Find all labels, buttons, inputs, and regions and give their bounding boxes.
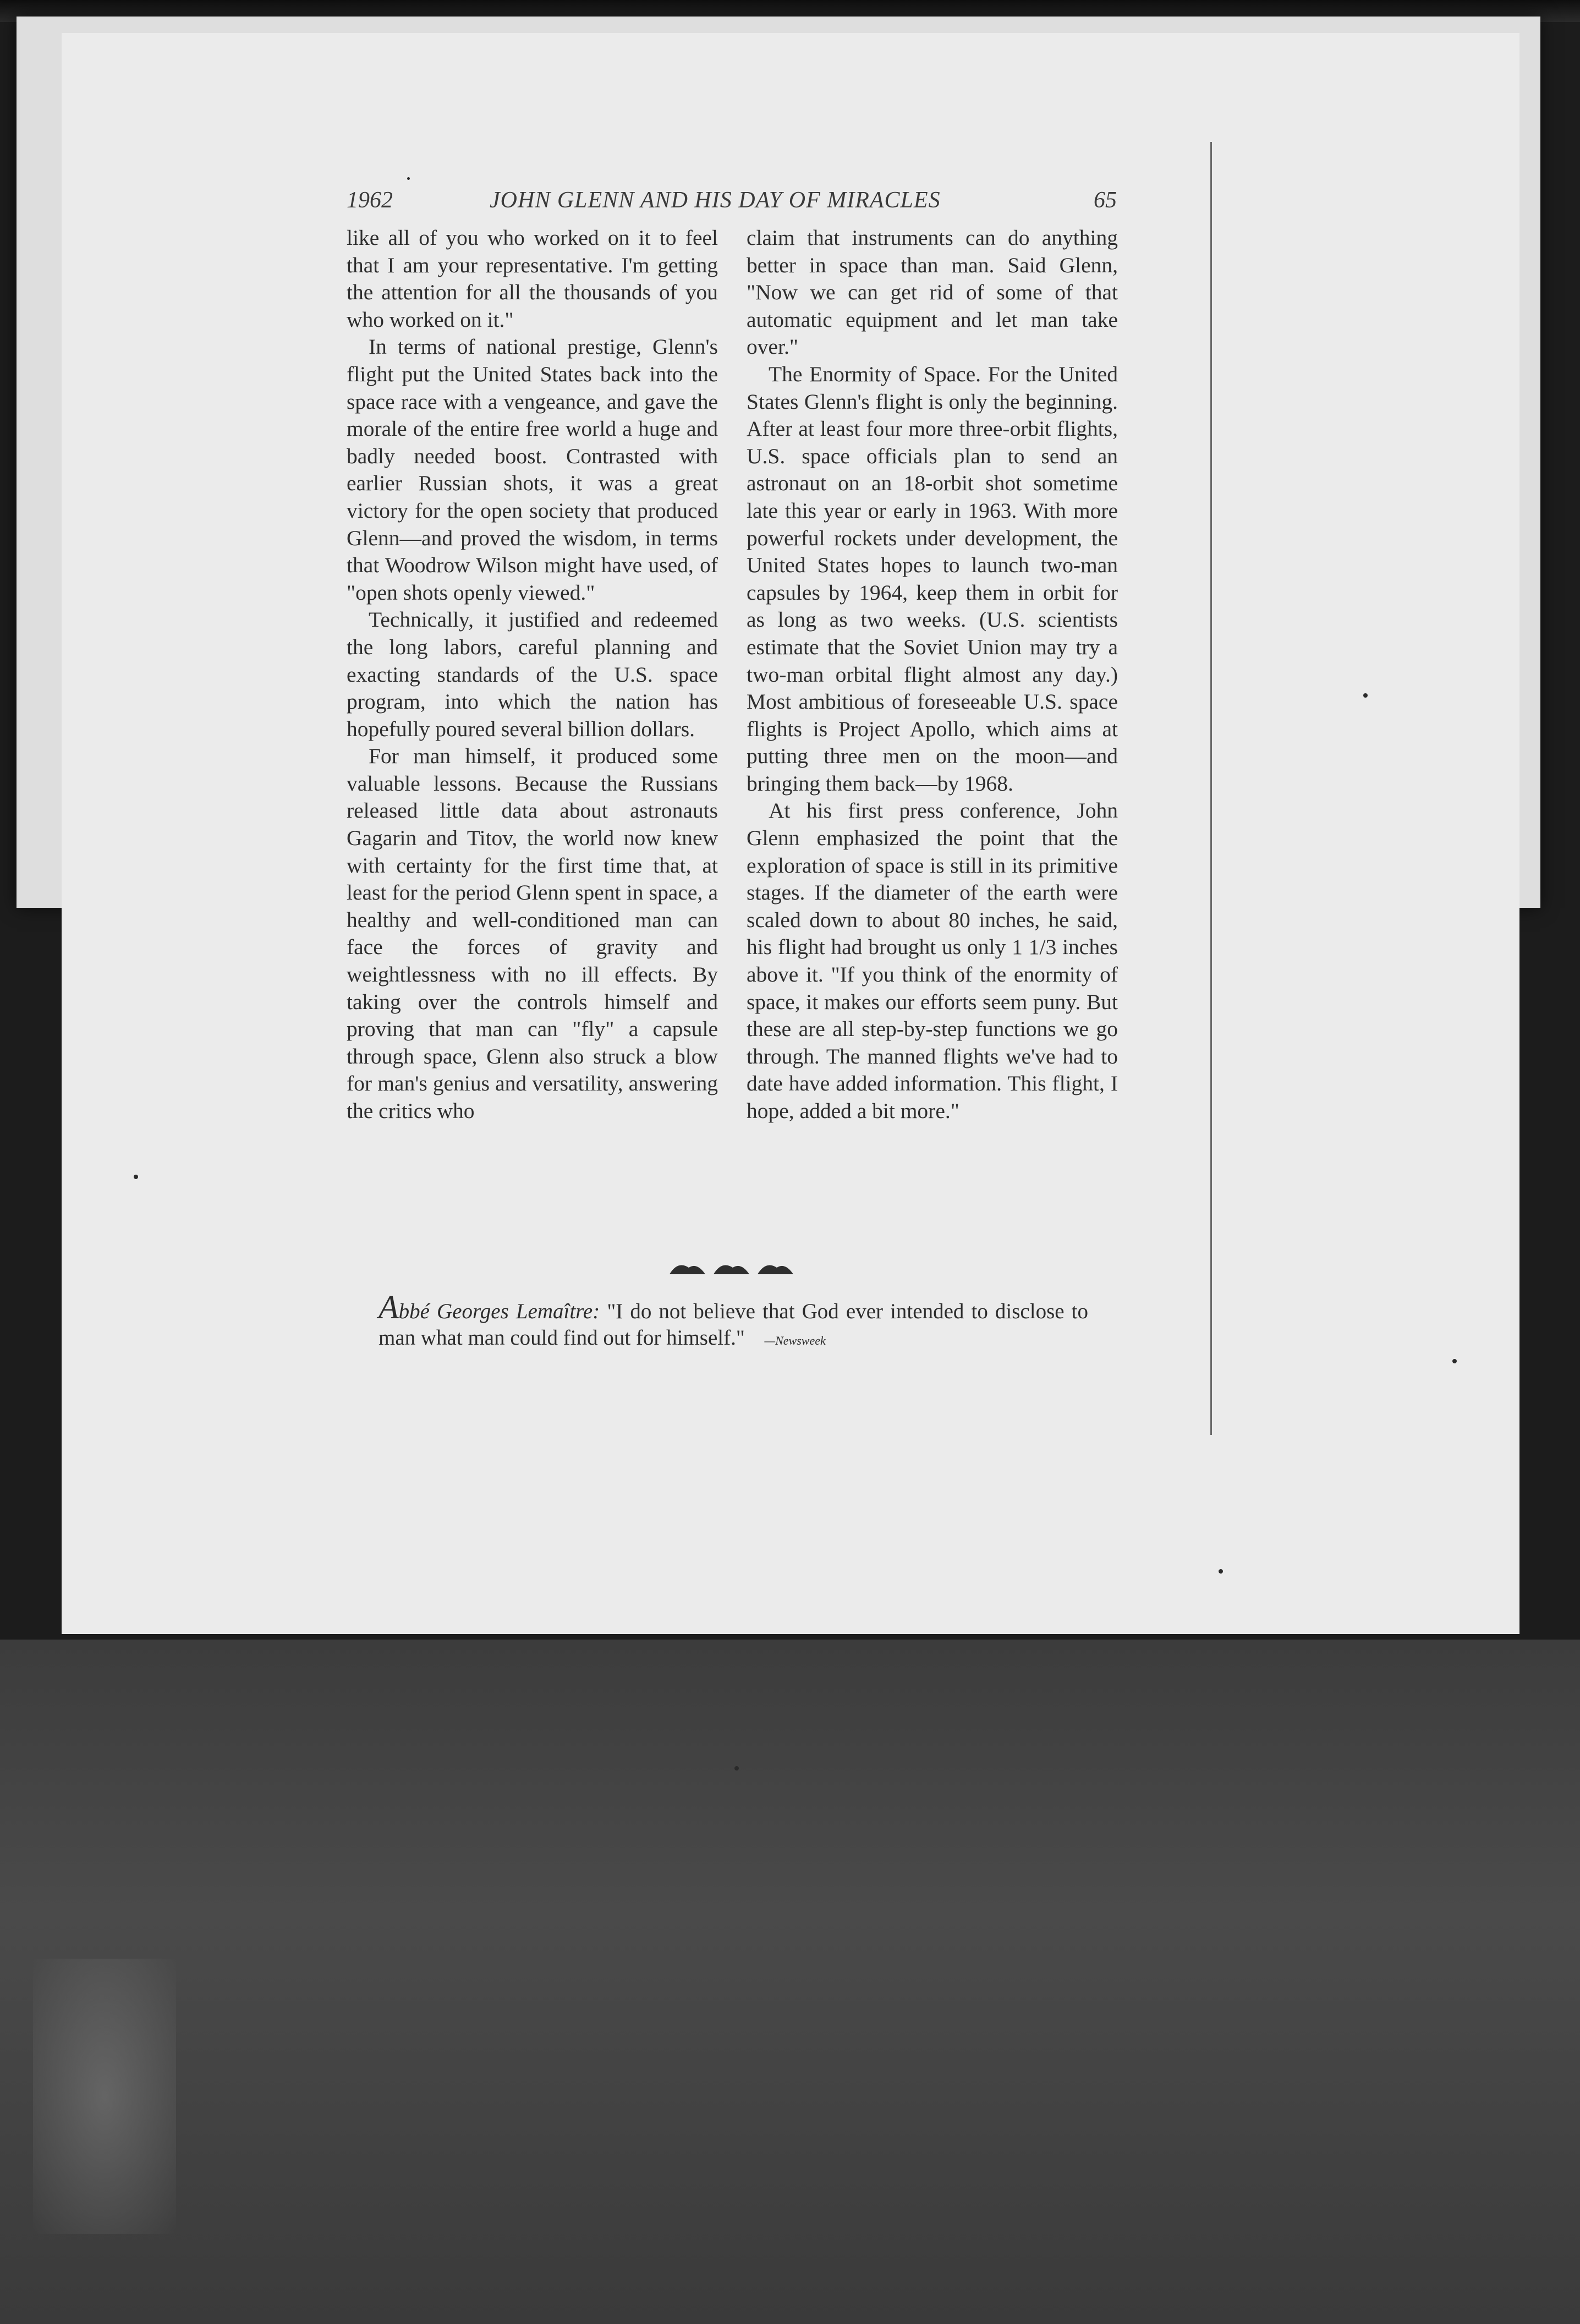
dust-speck <box>407 177 410 180</box>
quote-text: "I do not believe that God ever intended to disclose to man what man could find out for himself." <box>378 1300 1088 1350</box>
quote-block <box>378 1289 1088 1354</box>
page-edge-rule <box>1210 142 1212 1435</box>
film-backdrop <box>0 1640 1580 2324</box>
quote-initial: A <box>378 1289 399 1325</box>
quote-source: —Newsweek <box>764 1334 826 1347</box>
dust-speck <box>734 1766 739 1771</box>
page-number: 65 <box>1094 188 1117 213</box>
paragraph: claim that instruments can do anything better in space than man. Said Glenn, "Now we can get rid of some of that automatic equipment and let man take over." <box>747 226 1118 359</box>
right-column <box>747 224 1118 1125</box>
paragraph: Technically, it justified and redeemed the long labors, careful planning and exacting standards of the U.S. space program, into which the nation has hopefully poured several billion dollars. <box>347 607 718 741</box>
header-year: 1962 <box>347 188 393 213</box>
paragraph: In terms of national prestige, Glenn's flight put the United States back into the space race with a vengeance, and gave the morale of the entire free world a huge and badly needed boost. Contrasted with earlier Russian shots, it was a great victory for the open society that produced Glenn—and proved the wisdom, in terms that Woodrow Wilson might have used, of "open shots openly viewed." <box>347 335 718 605</box>
paragraph: For man himself, it produced some valuable lessons. Because the Russians released little data about astronauts Gagarin and Titov, the world now knew with certainty for the first time that, at least for the period Glenn spent in space, a healthy and well-conditioned man can face the forces of gravity and weightlessness with no ill effects. By taking over the controls himself and proving that man can "fly" a capsule through space, Glenn also struck a blow for man's genius and versatility, answering the critics who <box>347 744 718 1123</box>
dust-speck <box>1452 1359 1457 1363</box>
quote-speaker <box>378 1289 600 1325</box>
dust-speck <box>1363 693 1368 698</box>
header-title: JOHN GLENN AND HIS DAY OF MIRACLES <box>490 188 941 213</box>
paragraph: The Enormity of Space. For the United States Glenn's flight is only the beginning. After at least four more three-orbit flights, U.S. space officials plan to send an astronaut on an 18-orbit shot sometime late this year or early in 1963. With more powerful rockets under development, the United States hopes to launch two-man capsules by 1964, keep them in orbit for as long as two weeks. (U.S. scientists estimate that the Soviet Union may try a two-man orbital flight almost any day.) Most ambitious of foreseeable U.S. space flights is Project Apollo, which aims at putting three men on the moon—and bringing them back—by 1968. <box>747 361 1118 796</box>
paragraph: At his first press conference, John Glenn emphasized the point that the exploration of space is still in its primitive stages. If the diameter of the earth were scaled down to about 80 inches, he said, his flight had brought us only 1 1/3 inches above it. "If you think of the enormity of space, it makes our efforts seem puny. But these are all step-by-step functions we go through. The manned flights we've had to date have added information. This flight, I hope, added a bit more." <box>747 798 1118 1123</box>
dust-speck <box>134 1175 138 1179</box>
dust-speck <box>1219 1569 1223 1574</box>
paragraph: like all of you who worked on it to feel that I am your representative. I'm getting the attention for all the thousands of you who worked on it." <box>347 226 718 332</box>
quote-speaker-name: bbé Georges Lemaître: <box>398 1300 600 1323</box>
triple-fleuron-ornament-icon <box>667 1258 799 1280</box>
running-header <box>347 187 1117 215</box>
film-glare <box>33 1959 176 2234</box>
left-column <box>347 224 718 1125</box>
